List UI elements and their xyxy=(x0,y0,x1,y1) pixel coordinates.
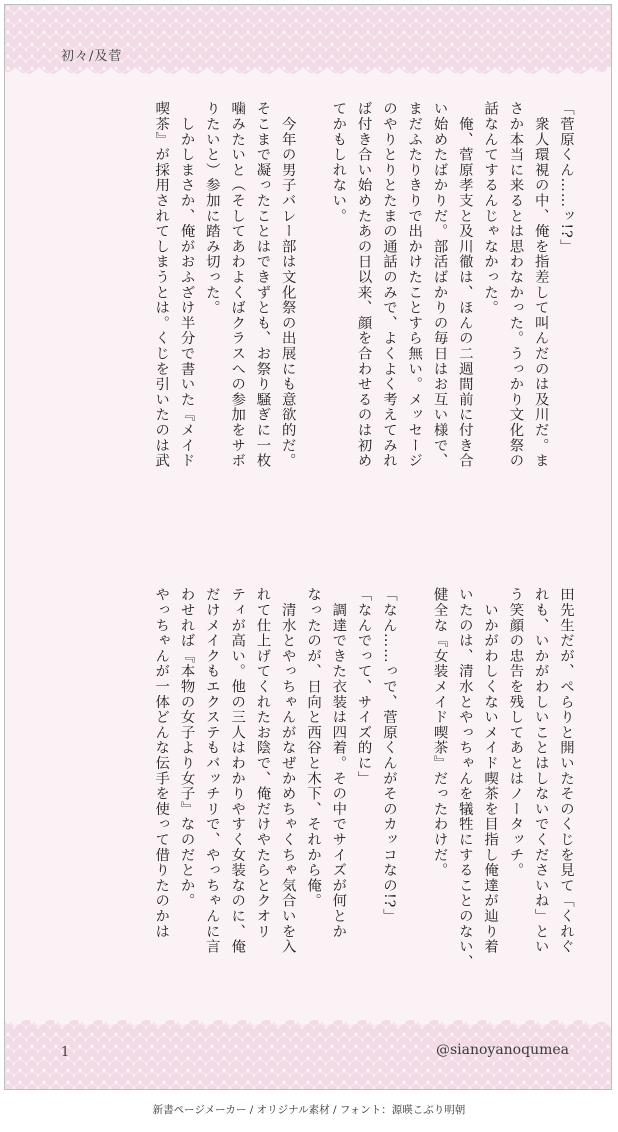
text-column: 健全な『女装メイド喫茶』だったわけだ。 xyxy=(431,587,448,878)
text-column: 「なんでって、サイズ的に」 xyxy=(355,587,372,786)
text-column: さか本当に来るとは思わなかった。うっかり文化祭の xyxy=(507,101,524,469)
text-column: 噛みたいと（そしてあわよくばクラスへの参加をサボ xyxy=(229,101,246,469)
text-column: 「なん……っで、菅原くんがそのカッコなの!?」 xyxy=(380,587,397,924)
text-column: だけメイクもエクステもバッチリで、やっちゃんに言 xyxy=(203,587,220,955)
text-column: う笑顔の忠告を残してあとはノータッチ。 xyxy=(507,587,524,878)
text-column: ば付き合い始めたあの日以来、顔を合わせるのは初め xyxy=(355,101,372,469)
text-column: れて仕上げてくれたお陰で、俺だけやたらとクオリ xyxy=(254,587,271,939)
text-column: ティが高い。他の三人はわかりやすく女装なのに、俺 xyxy=(229,587,246,955)
text-column: 衆人環視の中、俺を指差して叫んだのは及川だ。ま xyxy=(532,101,549,469)
book-page xyxy=(4,4,612,1090)
text-column xyxy=(302,101,324,491)
text-column: れも、いかがわしいことはしないでくださいね」とい xyxy=(532,587,549,955)
body-text-lower xyxy=(150,587,577,977)
text-column: いたのは、清水とやっちゃんを犠牲にすることのない、 xyxy=(456,587,473,970)
body-text-upper xyxy=(150,101,577,491)
text-column: しかしまさか、俺がおふざけ半分で書いた『メイド xyxy=(178,101,195,469)
text-column: 田先生だが、ぺらりと開いたそのくじを見て「くれぐ xyxy=(558,587,574,955)
text-column: 俺、菅原孝支と及川徹は、ほんの二週間前に付き合 xyxy=(456,101,473,469)
text-column: 今年の男子バレー部は文化祭の出展にも意欲的だ。 xyxy=(279,101,296,469)
page-number: 1 xyxy=(61,1045,70,1060)
text-column: 喫茶』が採用されてしまうとは。くじを引いたのは武 xyxy=(153,101,170,469)
text-column: なったのが、日向と西谷と木下、それから俺。 xyxy=(305,587,322,909)
text-column: まだふたりきりで出かけたことすら無い。メッセージ xyxy=(406,101,423,469)
text-column: てかもしれない。 xyxy=(330,101,347,224)
text-column: い始めたばかりだ。部活ばかりの毎日はお互い様で、 xyxy=(431,101,448,469)
text-column: 調達できた衣装は四着。その中でサイズが何とか xyxy=(330,587,347,939)
text-column: いかがわしくないメイド喫茶を目指し俺達が辿り着 xyxy=(482,587,499,955)
text-column: わせれば『本物の女子より女子』なのだとか。 xyxy=(178,587,195,909)
text-column: りたいと）参加に踏み切った。 xyxy=(203,101,220,316)
credit-line: 新書ページメーカー / オリジナル素材 / フォント：源暎こぶり明朝 xyxy=(152,1104,466,1116)
text-column: 話なんてするんじゃなかった。 xyxy=(482,101,499,316)
text-column xyxy=(403,587,425,977)
text-column: 清水とやっちゃんがなぜかめちゃくちゃ気合いを入 xyxy=(279,587,296,955)
page-header-title: 初々/及菅 xyxy=(61,49,123,64)
text-column: のやりとりとたまの通話のみで、よくよく考えてみれ xyxy=(380,101,397,469)
text-column: やっちゃんが一体どんな伝手を使って借りたのかは xyxy=(153,587,170,939)
text-column: そこまで凝ったことはできずとも、お祭り騒ぎに一枚 xyxy=(254,101,271,469)
author-handle: @sianoyanoqumea xyxy=(435,1042,569,1058)
text-column: 「菅原くん……ッ!?」 xyxy=(558,101,574,254)
